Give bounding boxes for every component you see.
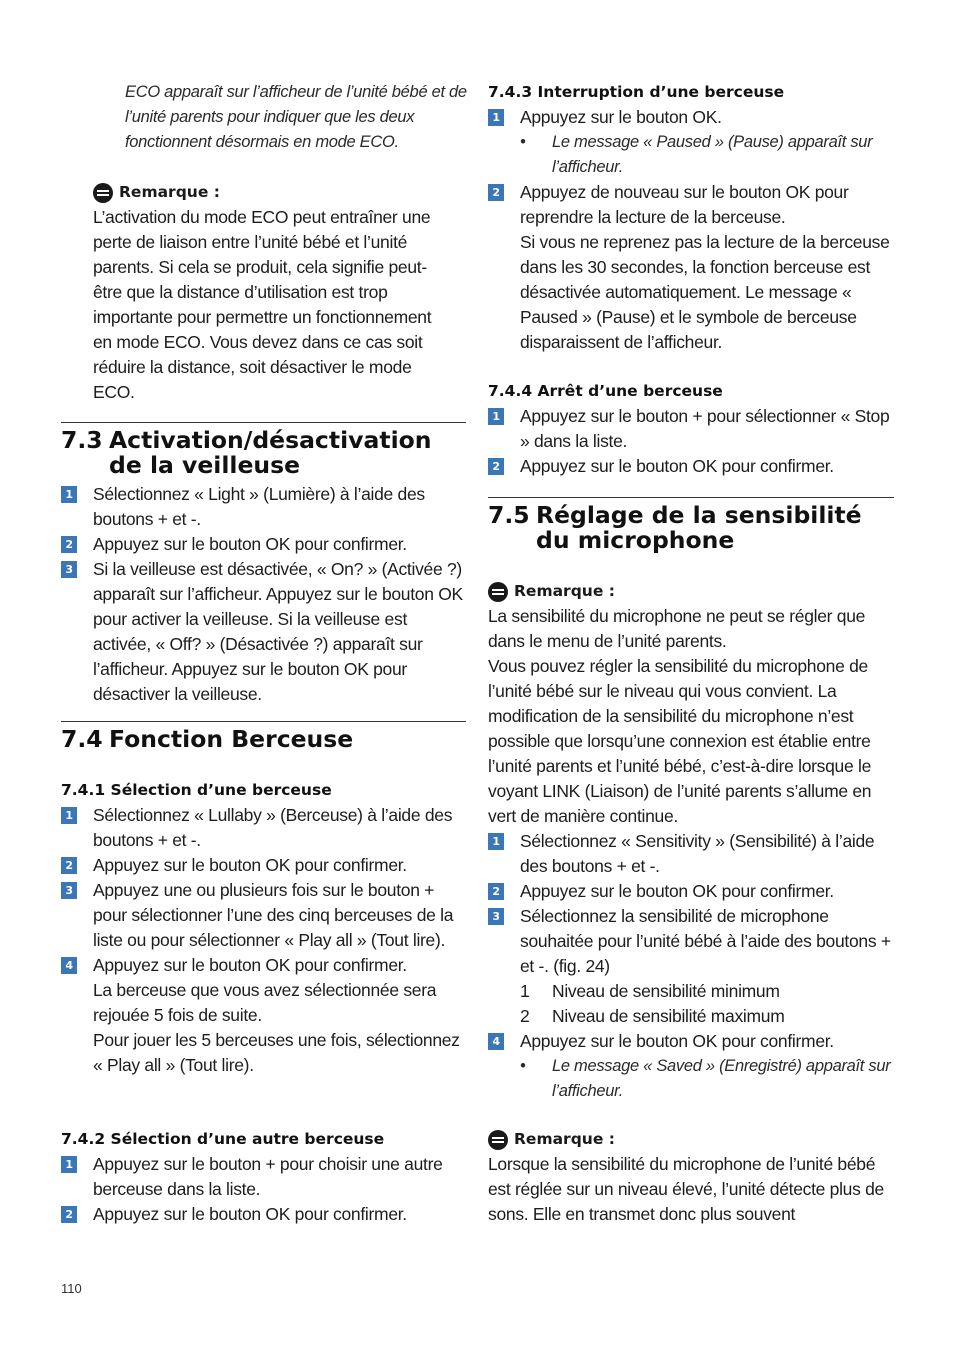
sub-item-text: Niveau de sensibilité maximum [552, 1006, 785, 1026]
step-extra: La berceuse que vous avez sélectionnée sera rejouée 5 fois de suite. [93, 980, 437, 1025]
step-text: Appuyez sur le bouton OK pour confirmer. [93, 1204, 407, 1224]
step-number: 1 [488, 833, 504, 850]
sub-item-number: 2 [520, 1006, 530, 1026]
note-icon [488, 582, 508, 602]
step-number: 1 [61, 1156, 77, 1173]
list-item [488, 1029, 894, 1054]
step-number: 2 [61, 857, 77, 874]
section-heading [61, 721, 466, 752]
section-7-3 [61, 422, 466, 707]
step-text: Sélectionnez « Lullaby » (Berceuse) à l’aide des boutons + et -. [93, 805, 453, 850]
step-number: 4 [61, 957, 77, 974]
note-title: Remarque : [119, 183, 220, 201]
list-item [61, 1202, 466, 1227]
step-text: Appuyez sur le bouton OK pour confirmer. [520, 456, 834, 476]
section-number: 7.4 [61, 725, 103, 753]
step-text: Appuyez sur le bouton OK pour confirmer. [93, 534, 407, 554]
step-number: 2 [488, 184, 504, 201]
list-item [61, 803, 466, 853]
section-number: 7.3 [61, 426, 103, 454]
step-text: Appuyez sur le bouton + pour choisir une autre berceuse dans la liste. [93, 1154, 443, 1199]
bullet-dot: • [520, 133, 526, 151]
section-title: Réglage de la sensibilité du microphone [536, 501, 862, 554]
step-number: 1 [61, 486, 77, 503]
step-text: Appuyez sur le bouton OK pour confirmer. [93, 955, 407, 975]
subsection-7-4-4 [488, 379, 894, 479]
step-text: Sélectionnez « Sensitivity » (Sensibilité) à l’aide des boutons + et -. [520, 831, 875, 876]
section-7-5-body [488, 579, 894, 1104]
list-item [488, 904, 894, 979]
note-title: Remarque : [514, 582, 615, 600]
section-7-4 [61, 721, 466, 752]
step-number: 1 [488, 109, 504, 126]
step-number: 2 [61, 536, 77, 553]
step-number: 2 [488, 883, 504, 900]
note-title: Remarque : [514, 1130, 615, 1148]
step-number: 1 [61, 807, 77, 824]
step-text: Sélectionnez « Light » (Lumière) à l’aide des boutons + et -. [93, 484, 425, 529]
bullet-text: Le message « Paused » (Pause) apparaît sur l’afficheur. [552, 133, 873, 176]
step-text: Si la veilleuse est désactivée, « On? » (Activée ?) apparaît sur l’afficheur. Appuyez sur le bouton OK pour activer la veilleuse. Si la veilleuse est activée, « Off? » (Désactivée ?) apparaît sur l’afficheur. Appuyez sur le bouton OK pour désactiver la veilleuse. [93, 559, 463, 704]
sub-item-number: 1 [520, 981, 530, 1001]
note-text: L’activation du mode ECO peut entraîner une perte de liaison entre l’unité bébé et l’unité parents. Si cela se produit, cela signifie peut-être que la distance d’utilisation est trop importante pour permettre un fonctionnement en mode ECO. Vous devez dans ce cas soit réduire la distance, soit désactiver le mode ECO. [93, 207, 432, 402]
subsection-7-4-1 [61, 778, 466, 1078]
page-number: 110 [61, 1281, 82, 1296]
bullet-dot: • [520, 1057, 526, 1075]
list-item [488, 454, 894, 479]
list-item [488, 879, 894, 904]
step-number: 3 [61, 561, 77, 578]
step-text: Appuyez sur le bouton OK pour confirmer. [520, 1031, 834, 1051]
step-number: 3 [488, 908, 504, 925]
section-title: Fonction Berceuse [109, 725, 354, 753]
note-icon [488, 1130, 508, 1150]
section-heading [488, 497, 894, 553]
step-extra: Pour jouer les 5 berceuses une fois, sélectionnez « Play all » (Tout lire). [93, 1030, 460, 1075]
sub-list-item [488, 1004, 894, 1029]
note-icon [93, 183, 113, 203]
subsection-title: 7.4.3 Interruption d’une berceuse [488, 83, 785, 101]
note-block-eco [93, 180, 453, 405]
list-item [61, 853, 466, 878]
subsection-title: 7.4.2 Sélection d’une autre berceuse [61, 1130, 385, 1148]
eco-display-note: ECO apparaît sur l’afficheur de l’unité bébé et de l’unité parents pour indiquer que les deux fonctionnent désormais en mode ECO. [125, 83, 467, 151]
note-heading [488, 579, 894, 604]
note-block-sensitivity [488, 1127, 894, 1227]
step-text: Appuyez sur le bouton OK pour confirmer. [93, 855, 407, 875]
step-extra: Si vous ne reprenez pas la lecture de la berceuse dans les 30 secondes, la fonction berceuse est désactivée automatiquement. Le message « Paused » (Pause) et le symbole de berceuse disparaissent de l’afficheur. [520, 232, 890, 352]
section-title: Activation/désactivation de la veilleuse [109, 426, 432, 479]
step-text: Appuyez sur le bouton OK pour confirmer. [520, 881, 834, 901]
note-text: La sensibilité du microphone ne peut se régler que dans le menu de l’unité parents. [488, 606, 866, 651]
list-item [61, 878, 466, 953]
list-item [61, 532, 466, 557]
bullet-item [488, 1054, 894, 1104]
step-number: 4 [488, 1033, 504, 1050]
subsection-title: 7.4.4 Arrêt d’une berceuse [488, 382, 723, 400]
list-item [488, 180, 894, 355]
subsection-7-4-2 [61, 1127, 466, 1227]
list-item [61, 482, 466, 532]
sub-item-text: Niveau de sensibilité minimum [552, 981, 780, 1001]
section-heading [61, 422, 466, 478]
bullet-item [488, 130, 894, 180]
step-text: Sélectionnez la sensibilité de microphone souhaitée pour l’unité bébé à l’aide des boutons + et -. (fig. 24) [520, 906, 891, 976]
step-number: 1 [488, 408, 504, 425]
step-number: 2 [61, 1206, 77, 1223]
subsection-title: 7.4.1 Sélection d’une berceuse [61, 781, 332, 799]
step-text: Appuyez de nouveau sur le bouton OK pour reprendre la lecture de la berceuse. [520, 182, 849, 227]
section-number: 7.5 [488, 501, 530, 529]
list-item [488, 404, 894, 454]
step-text: Appuyez une ou plusieurs fois sur le bouton + pour sélectionner l’une des cinq berceuses de la liste ou pour sélectionner « Play all » (Tout lire). [93, 880, 454, 950]
subsection-7-4-3 [488, 80, 894, 355]
note-heading [93, 180, 453, 205]
list-item [61, 1152, 466, 1202]
list-item [488, 105, 894, 130]
step-number: 3 [61, 882, 77, 899]
step-number: 2 [488, 458, 504, 475]
bullet-text: Le message « Saved » (Enregistré) apparaît sur l’afficheur. [552, 1057, 891, 1100]
list-item [61, 557, 466, 707]
list-item [488, 829, 894, 879]
step-text: Appuyez sur le bouton + pour sélectionner « Stop » dans la liste. [520, 406, 890, 451]
section-7-5 [488, 497, 894, 553]
note-heading [488, 1127, 894, 1152]
step-text: Appuyez sur le bouton OK. [520, 107, 722, 127]
sub-list-item [488, 979, 894, 1004]
list-item [61, 953, 466, 1078]
note-text: Vous pouvez régler la sensibilité du microphone de l’unité bébé sur le niveau qui vous convient. La modification de la sensibilité du microphone n’est possible que lorsqu’une connexion est établie entre l’unité parents et l’unité bébé, c’est-à-dire lorsque le voyant LINK (Liaison) de l’unité parents s’allume en vert de manière continue. [488, 656, 872, 826]
note-text: Lorsque la sensibilité du microphone de l’unité bébé est réglée sur un niveau élevé, l’unité détecte plus de sons. Elle en transmet donc plus souvent [488, 1154, 884, 1224]
